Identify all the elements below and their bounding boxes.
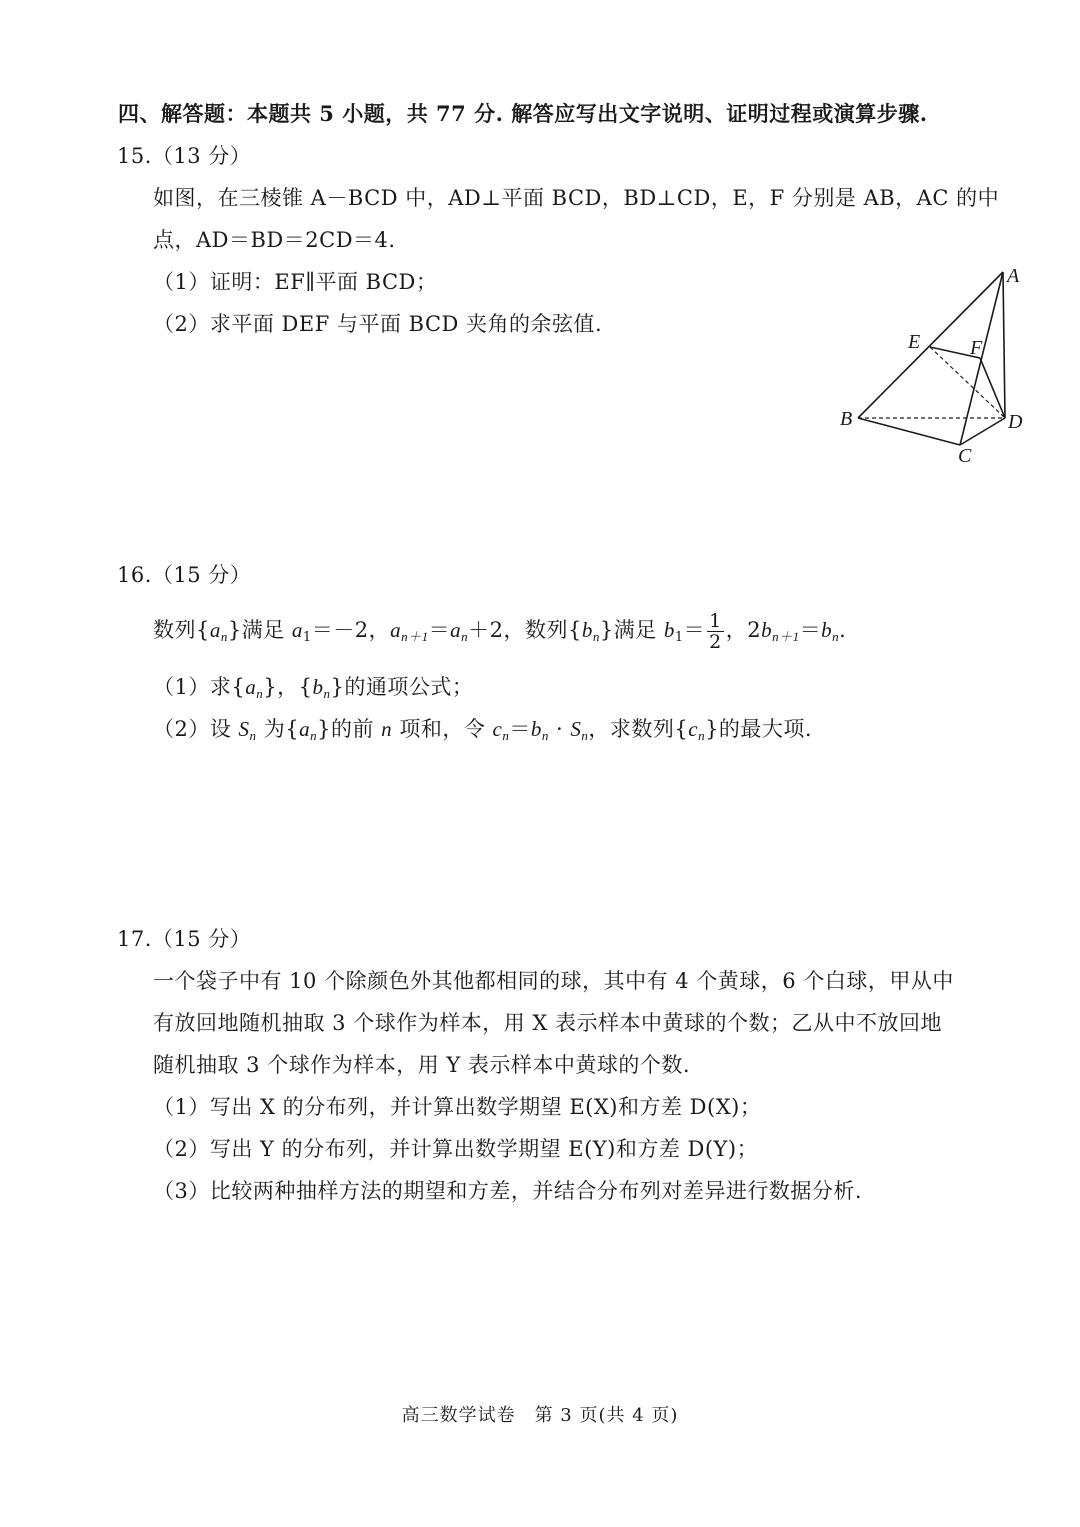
label-F: F [970, 337, 983, 359]
q15-stem-line1: 如图，在三棱锥 A－BCD 中，AD⊥平面 BCD，BD⊥CD，E，F 分别是 AB，AC 的中 [153, 186, 1000, 210]
edge-CD [960, 418, 1005, 445]
label-E: E [908, 331, 921, 353]
q17-line1: 一个袋子中有 10 个除颜色外其他都相同的球，其中有 4 个黄球，6 个白球，甲从中 [153, 969, 954, 993]
label-C: C [958, 445, 972, 467]
label-B: B [840, 408, 853, 430]
edge-FD [980, 358, 1005, 418]
q17-line3: 随机抽取 3 个球作为样本，用 Y 表示样本中黄球的个数. [153, 1053, 691, 1077]
label-A: A [1007, 265, 1020, 287]
q15-part1: （1）证明：EF∥平面 BCD； [153, 270, 438, 294]
tetrahedron-figure [830, 260, 1040, 470]
q15-part2: （2）求平面 DEF 与平面 BCD 夹角的余弦值. [153, 312, 603, 336]
section-heading: 四、解答题：本题共 5 小题，共 77 分. 解答应写出文字说明、证明过程或演算步骤. [118, 101, 928, 126]
page-footer: 高三数学试卷 第 3 页(共 4 页) [401, 1405, 679, 1426]
edge-BC [858, 418, 960, 445]
edge-ED-dashed [930, 347, 1005, 418]
q17-part1: （1）写出 X 的分布列，并计算出数学期望 E(X)和方差 D(X)； [153, 1095, 762, 1119]
edge-AD [1003, 272, 1005, 418]
q16-part2: （2）设 $S_n$ 为$\{a_n\}$的前 n 项和，令 $c_n=b_n \cdot S_n$，求数列$\{c_n\}$的最大项. [153, 717, 813, 743]
q17-line2: 有放回地随机抽取 3 个球作为样本，用 X 表示样本中黄球的个数；乙从中不放回地 [153, 1011, 943, 1035]
q16-number: 16.（15 分） [117, 563, 252, 587]
q16-fraction-one-half: $\frac{1}{2}$ [709, 610, 722, 653]
q16-part1: （1）求$\{a_n\}$，$\{b_n\}$的通项公式； [153, 675, 474, 701]
q15-stem-line2: 点，AD＝BD＝2CD＝4. [153, 228, 396, 252]
q17-part3: （3）比较两种抽样方法的期望和方差，并结合分布列对差异进行数据分析. [153, 1179, 863, 1203]
q16-stem: 数列$\{a_n\}$满足 $a_1=-2$，$a_{n+1}=a_n+2$，数列$\{b_n\}$满足 $b_1=$ $\frac{1}{2}$ ，$2b_{n+1}=b_n$. [153, 610, 847, 653]
q17-part2: （2）写出 Y 的分布列，并计算出数学期望 E(Y)和方差 D(Y)； [153, 1137, 759, 1161]
q15-number: 15.（13 分） [117, 144, 252, 168]
label-D: D [1008, 411, 1023, 433]
q17-number: 17.（15 分） [117, 927, 252, 951]
